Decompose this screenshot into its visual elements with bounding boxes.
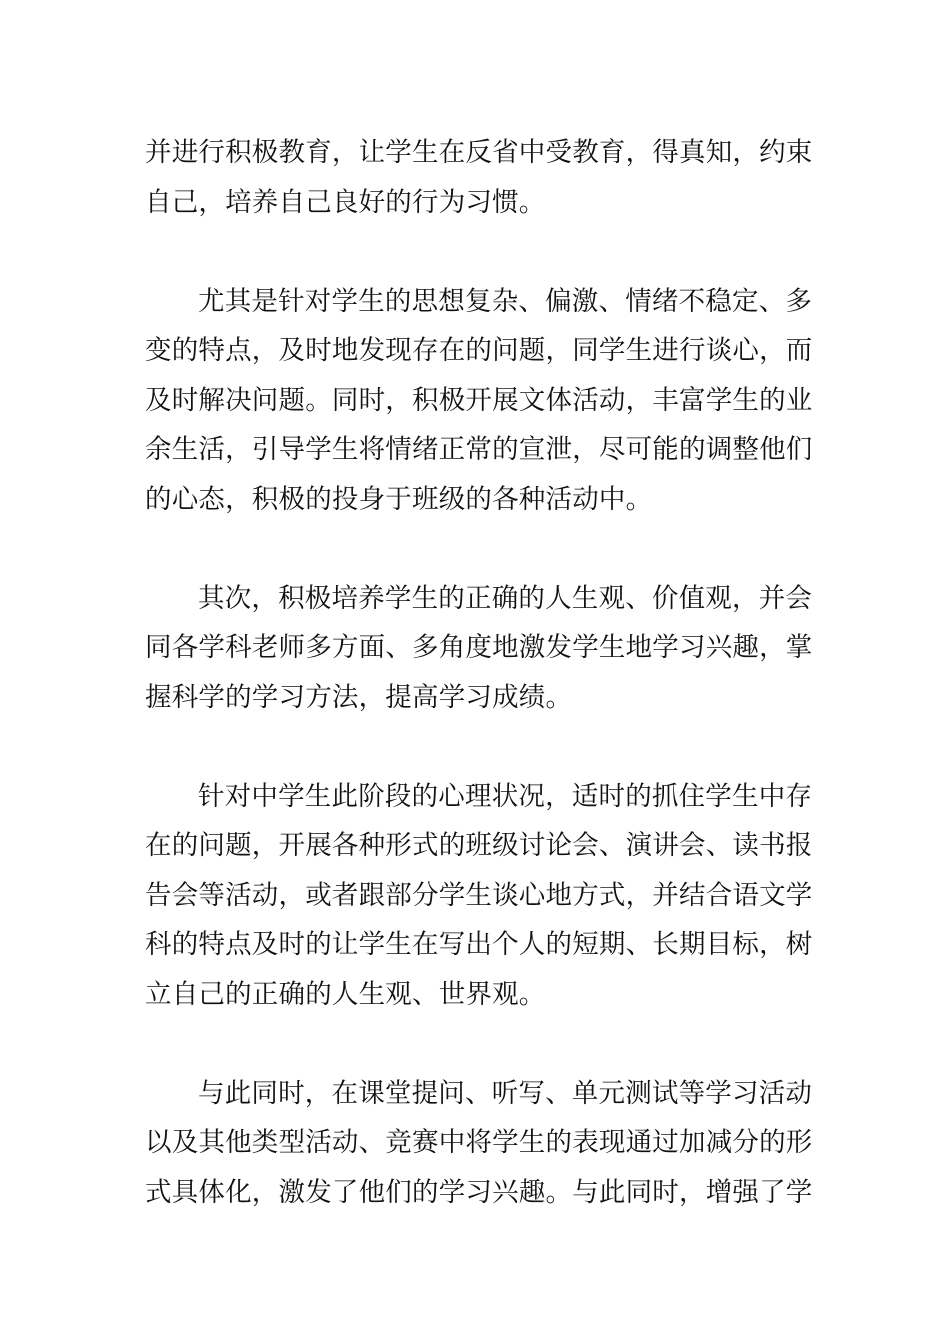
text-line: 变的特点，及时地发现存在的问题，同学生进行谈心，而: [145, 335, 813, 366]
paragraph-gap: [145, 722, 810, 772]
paragraph-gap: [145, 524, 810, 574]
text-line: 告会等活动，或者跟部分学生谈心地方式，并结合语文学: [145, 879, 813, 911]
text-line: 针对中学生此阶段的心理状况，适时的抓住学生中存: [198, 780, 813, 812]
paragraph-5: [145, 1069, 813, 1218]
text-line: 科的特点及时的让学生在写出个人的短期、长期目标，树: [145, 929, 813, 960]
text-line: 同各学科老师多方面、多角度地激发学生地学习兴趣，掌: [145, 632, 813, 663]
text-line: 自己，培养自己良好的行为习惯。: [145, 186, 546, 218]
text-line: 其次，积极培养学生的正确的人生观、价值观，并会: [198, 582, 813, 614]
text-line: 并进行积极教育，让学生在反省中受教育，得真知，约束: [145, 137, 813, 168]
text-line: 握科学的学习方法，提高学习成绩。: [145, 681, 573, 713]
paragraph-3: [145, 574, 813, 723]
paragraph-gap: [145, 227, 810, 277]
text-line: 尤其是针对学生的思想复杂、偏激、情绪不稳定、多: [198, 285, 813, 317]
text-line: 立自己的正确的人生观、世界观。: [145, 978, 546, 1010]
text-line: 式具体化，激发了他们的学习兴趣。与此同时，增强了学: [145, 1176, 813, 1208]
text-line: 及时解决问题。同时，积极开展文体活动，丰富学生的业: [145, 384, 813, 416]
text-line: 与此同时，在课堂提问、听写、单元测试等学习活动: [198, 1077, 813, 1109]
text-line: 的心态，积极的投身于班级的各种活动中。: [145, 483, 653, 515]
text-line: 余生活，引导学生将情绪正常的宣泄，尽可能的调整他们: [145, 434, 813, 465]
text-line: 以及其他类型活动、竞赛中将学生的表现通过加减分的形: [145, 1127, 813, 1158]
paragraph-2: [145, 277, 813, 525]
paragraph-4: [145, 772, 813, 1020]
paragraph-1: [145, 128, 813, 227]
text-line: 在的问题，开展各种形式的班级讨论会、演讲会、读书报: [145, 830, 813, 861]
document-body: [145, 128, 813, 1217]
paragraph-gap: [145, 1019, 810, 1069]
